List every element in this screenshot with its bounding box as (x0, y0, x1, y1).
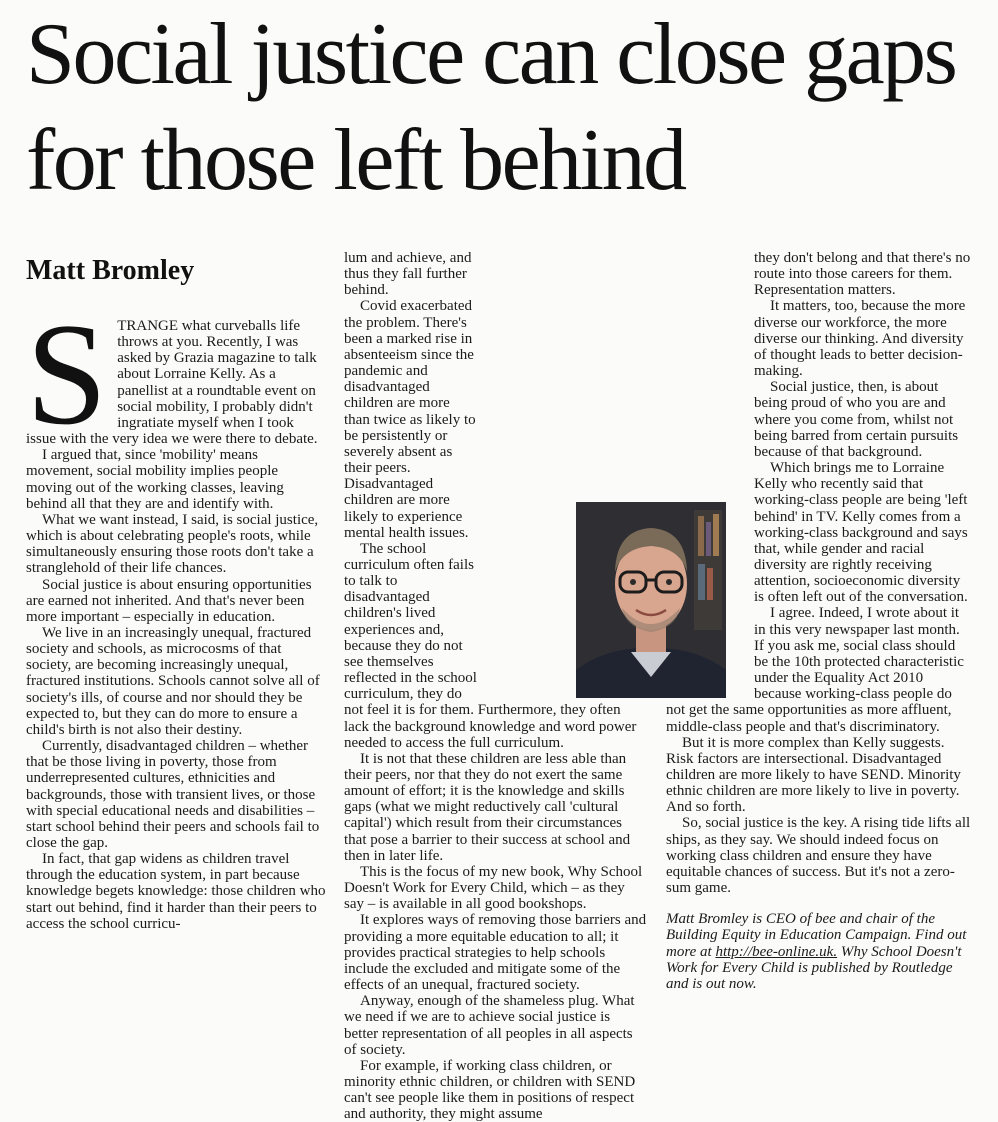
paragraph: So, social justice is the key. A rising tide lifts all ships, as they say. We should indeed focus on working class children and ensure they have equitable chances of success. But it's not a zero-sum game. (666, 815, 971, 897)
paragraph: The school curriculum often fails to talk to disadvantaged children's lived experiences and, because they do not see themselves reflected in the school curriculum, they do not feel it is for them. Furthermore, they often lack the background knowledge and word power needed to access the full curriculum. (344, 540, 637, 751)
paragraph: It is not that these children are less able than their peers, nor that they do not exert the same amount of effort; it is the knowledge and skills gaps (what we might reductively call 'cultural capital') which result from their circumstances that pose a barrier to their success at school and then in later life. (344, 750, 631, 864)
paragraph: For example, if working class children, or minority ethnic children, or children with SEND can't see people like them in positions of respect and authority, they might assume (344, 1057, 636, 1122)
paragraph: It explores ways of removing those barriers and providing a more equitable education to all; it provides practical strategies to help schools include the excluded and mitigate some of the effects of an unequal, fractured society. (344, 912, 647, 994)
author-bio: Matt Bromley is CEO of bee and chair of the Building Equity in Education Campaign. Find out more at http://bee-online.uk. Why School Doesn't Work for Every Child is published by Routledge and is out now. (666, 911, 967, 992)
paragraph: STRANGE what curveballs life throws at you. Recently, I was asked by Grazia magazine to talk about Lorraine Kelly. As a panellist at a roundtable event on social mobility, I probably didn't ingratiate myself when I took issue with the very idea we were there to debate. (26, 293, 318, 455)
paragraph: This is the focus of my new book, Why School Doesn't Work for Every Child, which – as they say – is available in all good bookshops. (344, 863, 643, 913)
paragraph: lum and achieve, and thus they fall further behind. (344, 250, 472, 299)
paragraph: It matters, too, because the more diverse our workforce, the more diverse our thinking. And diversity of thought leads to better decision-making. (754, 298, 966, 380)
paragraph: Anyway, enough of the shameless plug. What we need if we are to achieve social justice is better representation of all peoples in all aspects of society. (344, 993, 635, 1058)
paragraph: But it is more complex than Kelly suggests. Risk factors are intersectional. Disadvantaged children are more likely to have SEND. Minority ethnic children are more likely to live in poverty. And so forth. (666, 734, 961, 816)
byline: Matt Bromley (26, 255, 195, 286)
paragraph: We live in an increasingly unequal, fractured society and schools, as microcosms of that society, are becoming increasingly unequal, fractured institutions. Schools cannot solve all of society's ills, of course and nor should they be expected to, but they can do more to ensure a child's birth is not also their destiny. (26, 624, 320, 738)
paragraph: In fact, that gap widens as children travel through the education system, in part because knowledge begets knowledge: those children who start out behind, find it harder than their peers to access the school curricu- (26, 851, 326, 932)
paragraph: I agree. Indeed, I wrote about it in this very newspaper last month. If you ask me, social class should be the 10th protected characteristic under the Equality Act 2010 because working-class people do not get the same opportunities as more affluent, middle-class people and that's discriminatory. (666, 605, 964, 735)
paragraph: Social justice, then, is about being proud of who you are and where you come from, whilst not being barred from certain pursuits because of that background. (754, 379, 959, 460)
headline: Social justice can close gaps for those left behind (26, 6, 956, 209)
paragraph: Social justice is about ensuring opportunities are earned not inherited. And that's never been more important – especially in education. (26, 576, 312, 625)
paragraph: Which brings me to Lorraine Kelly who recently said that working-class people are being 'left behind' in TV. Kelly comes from a working-class background and says that, while gender and racial diversity are rightly receiving attention, socioeconomic diversity is often left out of the conversation. (754, 460, 968, 606)
paragraph: I argued that, since 'mobility' means movement, social mobility implies people moving out of the working classes, leaving behind all that they are and identify with. (26, 447, 284, 512)
article-column-1 (26, 293, 326, 932)
author-portrait-illustration (576, 502, 726, 698)
paragraph: What we want instead, I said, is social justice, which is about celebrating people's roots, while simultaneously ensuring those roots don't take a stranglehold of their life chances. (26, 511, 319, 577)
paragraph: Covid exacerbated the problem. There's been a marked rise in absenteeism since the pandemic and disadvantaged children are more than twice as likely to be persistently or severely absent as their peers. Disadvantaged children are more likely to experience mental health issues. (344, 298, 476, 541)
paragraph: they don't belong and that there's no route into those careers for them. Representation matters. (754, 250, 971, 299)
author-photo (576, 502, 726, 698)
drop-cap: S (26, 293, 108, 455)
paragraph: Currently, disadvantaged children – whether that be those living in poverty, those from underrepresented cultures, ethnicities and backgrounds, those with transient lives, or those with special educational needs and disabilities – start school behind their peers and schools fail to close the gap. (26, 738, 320, 851)
bio-link[interactable]: http://bee-online.uk. (715, 943, 838, 960)
